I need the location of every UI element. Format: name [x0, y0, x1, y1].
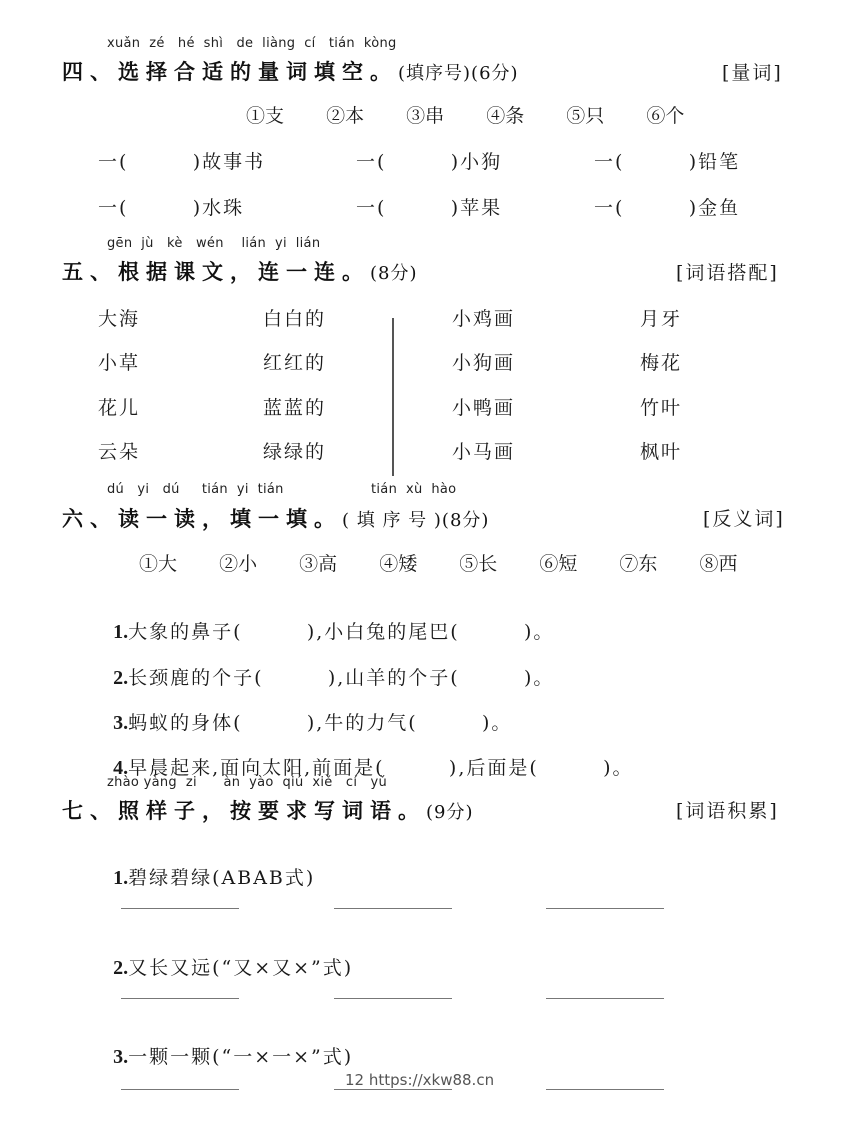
option: ⑤只 [566, 105, 605, 127]
option: ③高 [299, 553, 338, 575]
match-item[interactable]: 红红的 [263, 352, 327, 374]
match-item[interactable]: 小狗画 [452, 352, 516, 374]
option: ④条 [486, 105, 525, 127]
match-item[interactable]: 白白的 [263, 308, 327, 330]
section5-pinyin: gēn jù kè wén lián yi lián [107, 236, 321, 251]
section5-note: (8分) [370, 263, 418, 284]
answer-line[interactable] [121, 908, 239, 909]
match-item[interactable]: 蓝蓝的 [263, 397, 327, 419]
match-item[interactable]: 云朵 [98, 441, 141, 463]
match-item[interactable]: 月牙 [640, 308, 683, 330]
section6-options [139, 549, 759, 576]
match-item[interactable]: 绿绿的 [263, 441, 327, 463]
option: ①大 [139, 553, 178, 575]
section7-note: (9分) [426, 802, 474, 823]
section6-title [62, 503, 489, 533]
item-text: 又长又远(“又×又×”式) [128, 957, 354, 979]
fill-blank-item[interactable]: 一( )水珠 [98, 197, 245, 219]
item-number: 1. [113, 867, 129, 889]
section6-title-text: 六、读一读，填一填。 [62, 507, 342, 531]
option: ⑥短 [539, 553, 578, 575]
answer-line[interactable] [546, 998, 664, 999]
section4-tag: [量词] [722, 62, 783, 84]
answer-line[interactable] [121, 998, 239, 999]
item-number: 2. [113, 957, 129, 979]
section7-title [62, 795, 474, 825]
section4-pinyin: xuǎn zé hé shì de liàng cí tián kòng [107, 36, 397, 51]
match-item[interactable]: 小马画 [452, 441, 516, 463]
answer-line[interactable] [546, 908, 664, 909]
option: ①支 [246, 105, 285, 127]
question-text: 早晨起来,面向太阳,前面是( ),后面是( )。 [128, 757, 634, 779]
answer-line[interactable] [334, 1089, 452, 1090]
match-item[interactable]: 小鸭画 [452, 397, 516, 419]
option: ③串 [406, 105, 445, 127]
question-number: 2. [113, 667, 129, 689]
question-text: 蚂蚁的身体( ),牛的力气( )。 [128, 712, 513, 734]
match-item[interactable]: 小草 [98, 352, 141, 374]
section7-tag: [词语积累] [676, 800, 779, 822]
answer-line[interactable] [334, 908, 452, 909]
question-4[interactable] [97, 731, 634, 780]
option: ⑧西 [699, 553, 738, 575]
question-number: 1. [113, 621, 129, 643]
fill-blank-item[interactable]: 一( )小狗 [356, 151, 503, 173]
match-item[interactable]: 梅花 [640, 352, 683, 374]
match-item[interactable]: 大海 [98, 308, 141, 330]
section6-pinyin-note: tián xù hào [371, 482, 457, 497]
fill-blank-item[interactable]: 一( )金鱼 [594, 197, 741, 219]
answer-line[interactable] [546, 1089, 664, 1090]
section7-pinyin: zhào yàng zi àn yào qiú xiě cí yǔ [107, 775, 388, 790]
section4-options [246, 101, 706, 128]
section6-tag: [反义词] [703, 508, 785, 530]
fill-blank-item[interactable]: 一( )铅笔 [594, 151, 741, 173]
section5-title-text: 五、根据课文，连一连。 [62, 260, 370, 284]
question-3[interactable] [97, 686, 512, 735]
section4-note: (填序号)(6分) [398, 63, 519, 84]
option: ⑥个 [646, 105, 685, 127]
option: ⑦东 [619, 553, 658, 575]
section5-tag: [词语搭配] [676, 262, 779, 284]
question-text: 长颈鹿的个子( ),山羊的个子( )。 [128, 667, 555, 689]
writing-item-3 [97, 1020, 353, 1069]
page-footer [345, 1071, 494, 1089]
fill-blank-item[interactable]: 一( )苹果 [356, 197, 503, 219]
question-number: 3. [113, 712, 129, 734]
match-item[interactable]: 枫叶 [640, 441, 683, 463]
question-number: 4. [113, 757, 129, 779]
match-item[interactable]: 小鸡画 [452, 308, 516, 330]
item-text: 碧绿碧绿(ABAB式) [128, 867, 316, 889]
answer-line[interactable] [334, 998, 452, 999]
match-item[interactable]: 花儿 [98, 397, 141, 419]
section5-title [62, 256, 418, 286]
option: ②本 [326, 105, 365, 127]
question-text: 大象的鼻子( ),小白兔的尾巴( )。 [128, 621, 555, 643]
match-item[interactable]: 竹叶 [640, 397, 683, 419]
item-number: 3. [113, 1046, 129, 1068]
question-2[interactable] [97, 641, 554, 690]
option: ②小 [219, 553, 258, 575]
section4-title [62, 56, 519, 86]
section4-title-text: 四、选择合适的量词填空。 [62, 60, 398, 84]
section6-pinyin: dú yi dú tián yi tián [107, 482, 284, 497]
writing-item-2 [97, 931, 353, 980]
item-text: 一颗一颗(“一×一×”式) [128, 1046, 354, 1068]
footer-url[interactable]: https://xkw88.cn [368, 1071, 495, 1089]
fill-blank-item[interactable]: 一( )故事书 [98, 151, 266, 173]
section6-note: ( 填 序 号 )(8分) [342, 510, 490, 531]
writing-item-1 [97, 841, 315, 890]
option: ④矮 [379, 553, 418, 575]
page-number: 12 [345, 1071, 365, 1089]
answer-line[interactable] [121, 1089, 239, 1090]
column-divider [392, 318, 394, 476]
option: ⑤长 [459, 553, 498, 575]
section7-title-text: 七、照样子，按要求写词语。 [62, 799, 426, 823]
question-1[interactable] [97, 595, 554, 644]
